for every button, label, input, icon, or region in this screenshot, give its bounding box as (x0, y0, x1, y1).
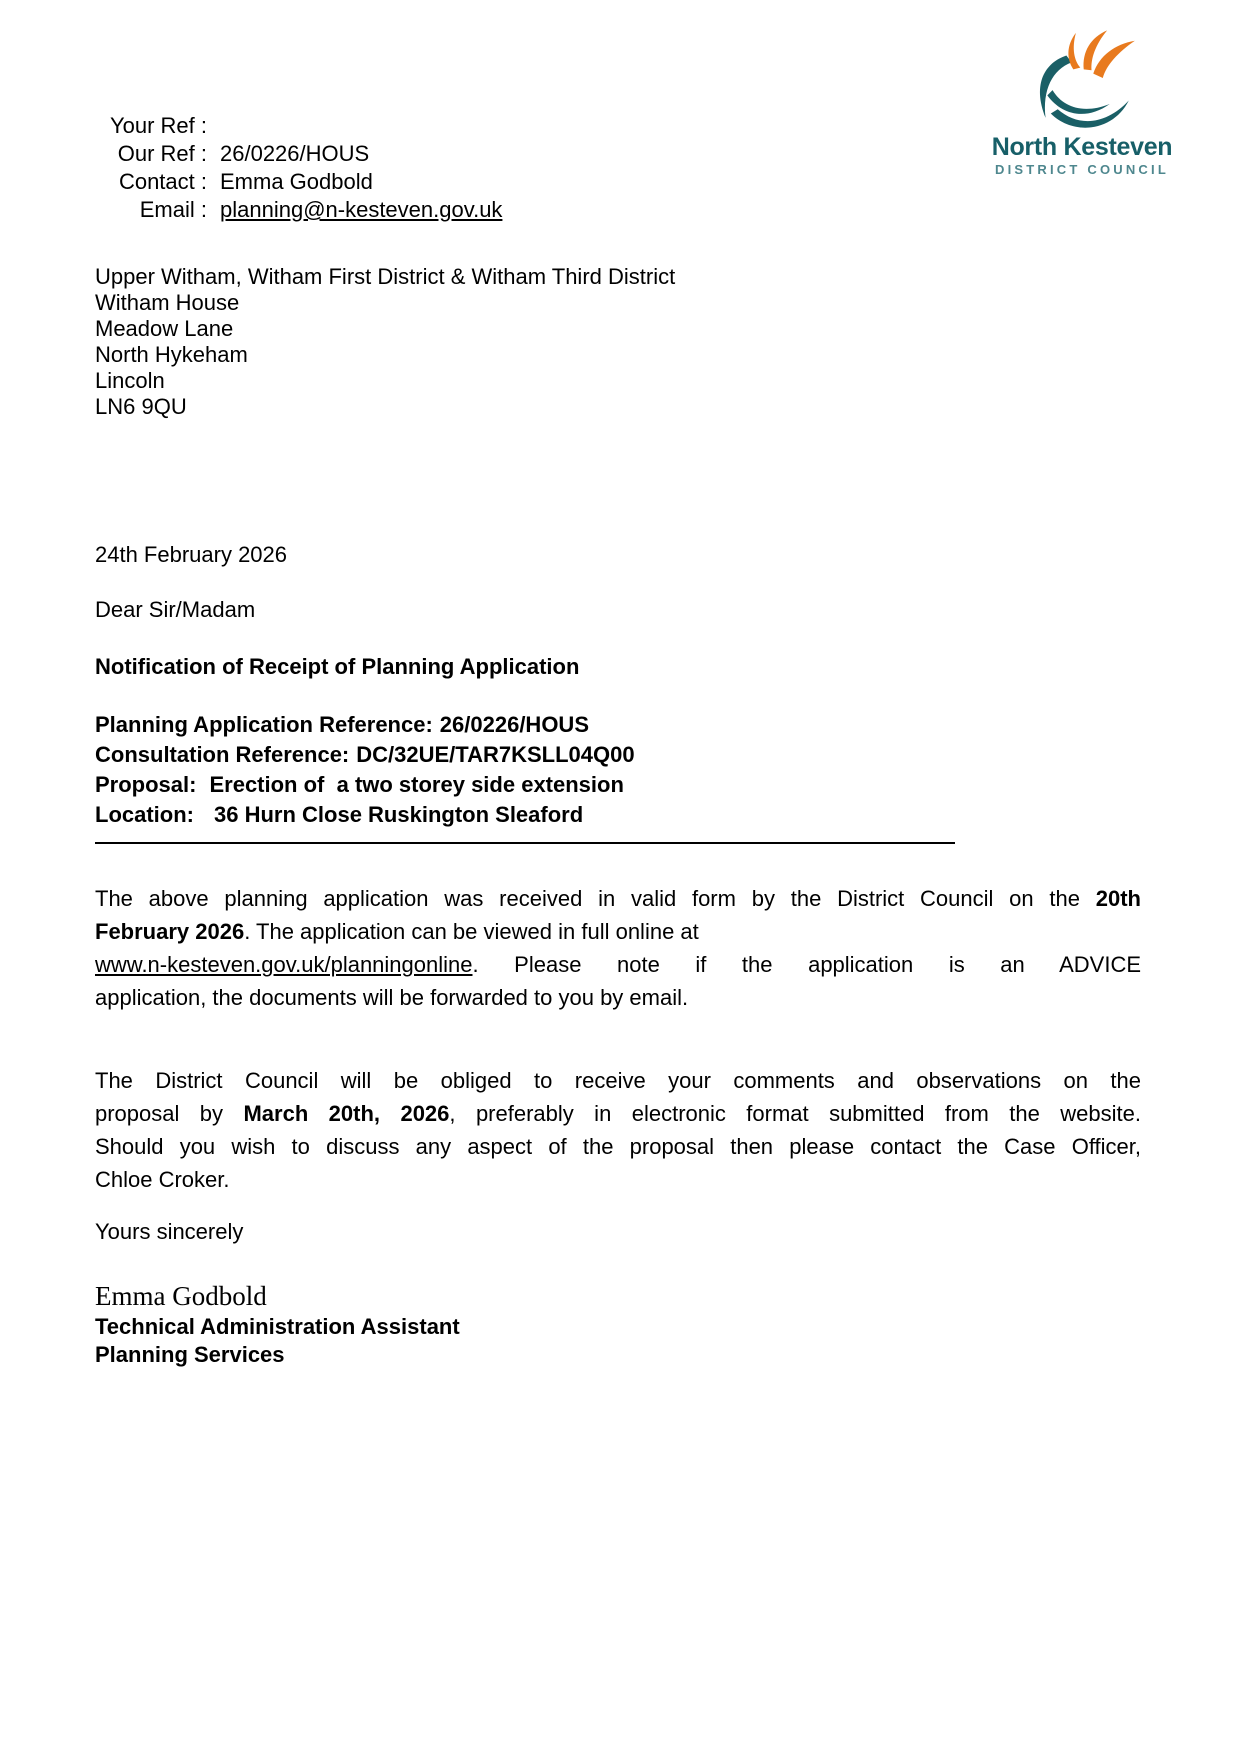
consultation-reference-value: DC/32UE/TAR7KSLL04Q00 (356, 742, 635, 767)
body-line (95, 1064, 1141, 1097)
swirl-logo-icon (1020, 26, 1144, 130)
our-ref-value: 26/0226/HOUS (220, 141, 370, 166)
body-text: , preferably in electronic format submitted from the website. (449, 1101, 1141, 1126)
body-text: . The application can be viewed in full online at (244, 919, 699, 944)
body-text: The District Council will be obliged to receive your comments and observations on the (95, 1068, 1141, 1093)
recipient-address (95, 264, 1141, 420)
email-link[interactable]: planning@n-kesteven.gov.uk (220, 197, 503, 222)
consultation-reference-row (95, 740, 1141, 770)
deadline-date-bold: March 20th, 2026 (243, 1101, 450, 1126)
consultation-reference-label: Consultation Reference: (95, 742, 350, 767)
planning-online-link[interactable]: www.n-kesteven.gov.uk/planningonline (95, 952, 473, 977)
recipient-line: LN6 9QU (95, 394, 187, 419)
council-logo (977, 26, 1187, 179)
location-value: 36 Hurn Close Ruskington Sleaford (214, 802, 584, 827)
logo-name: North Kesteven (991, 133, 1173, 161)
body-text: proposal by (95, 1101, 244, 1126)
logo-subtitle: DISTRICT COUNCIL (995, 162, 1169, 177)
your-ref-value (207, 112, 220, 140)
body-line (95, 1130, 1141, 1163)
contact-value: Emma Godbold (220, 169, 373, 194)
divider-line (95, 842, 955, 844)
body-text: The above planning application was received in valid form by the District Council on the (95, 886, 1096, 911)
your-ref-label: Your Ref : (109, 113, 207, 138)
application-reference-value: 26/0226/HOUS (439, 712, 589, 737)
letter-date: 24th February 2026 (95, 542, 288, 567)
location-label: Location: (95, 802, 194, 827)
signoff-department: Planning Services (95, 1342, 285, 1367)
email-label: Email : (139, 197, 207, 222)
application-reference-label: Planning Application Reference: (95, 712, 433, 737)
body-text: . Please note if the application is an ADVICE (472, 952, 1141, 977)
recipient-line: North Hykeham (95, 342, 248, 367)
signature-name: Emma Godbold (95, 1281, 267, 1311)
body-text: Should you wish to discuss any aspect of the proposal then please contact the Case Officer, (95, 1134, 1141, 1159)
recipient-line: Meadow Lane (95, 316, 234, 341)
application-details (95, 710, 1141, 830)
proposal-value: Erection of a two storey side extension (209, 772, 624, 797)
salutation: Dear Sir/Madam (95, 597, 256, 622)
valediction: Yours sincerely (95, 1219, 244, 1244)
recipient-line: Lincoln (95, 368, 165, 393)
contact-label: Contact : (118, 169, 207, 194)
location-row (95, 800, 1141, 830)
body-line (95, 882, 1141, 915)
paragraph-received (95, 882, 1141, 1014)
proposal-row (95, 770, 1141, 800)
body-text: application, the documents will be forwarded to you by email. (95, 985, 689, 1010)
recipient-line: Witham House (95, 290, 240, 315)
received-date-bold: February 2026 (95, 919, 245, 944)
subject-heading: Notification of Receipt of Planning Application (95, 654, 580, 679)
body-line (95, 981, 1141, 1014)
body-line (95, 1097, 1141, 1130)
received-date-bold: 20th (1095, 886, 1141, 911)
body-line (95, 915, 1141, 948)
signoff-title: Technical Administration Assistant (95, 1314, 460, 1339)
body-text: Chloe Croker. (95, 1167, 230, 1192)
application-reference-row (95, 710, 1141, 740)
paragraph-comments (95, 1064, 1141, 1196)
email-row (95, 196, 1141, 224)
our-ref-label: Our Ref : (117, 141, 207, 166)
body-line (95, 1163, 1141, 1196)
proposal-label: Proposal: (95, 772, 197, 797)
body-line (95, 948, 1141, 981)
recipient-line: Upper Witham, Witham First District & Witham Third District (95, 264, 676, 289)
